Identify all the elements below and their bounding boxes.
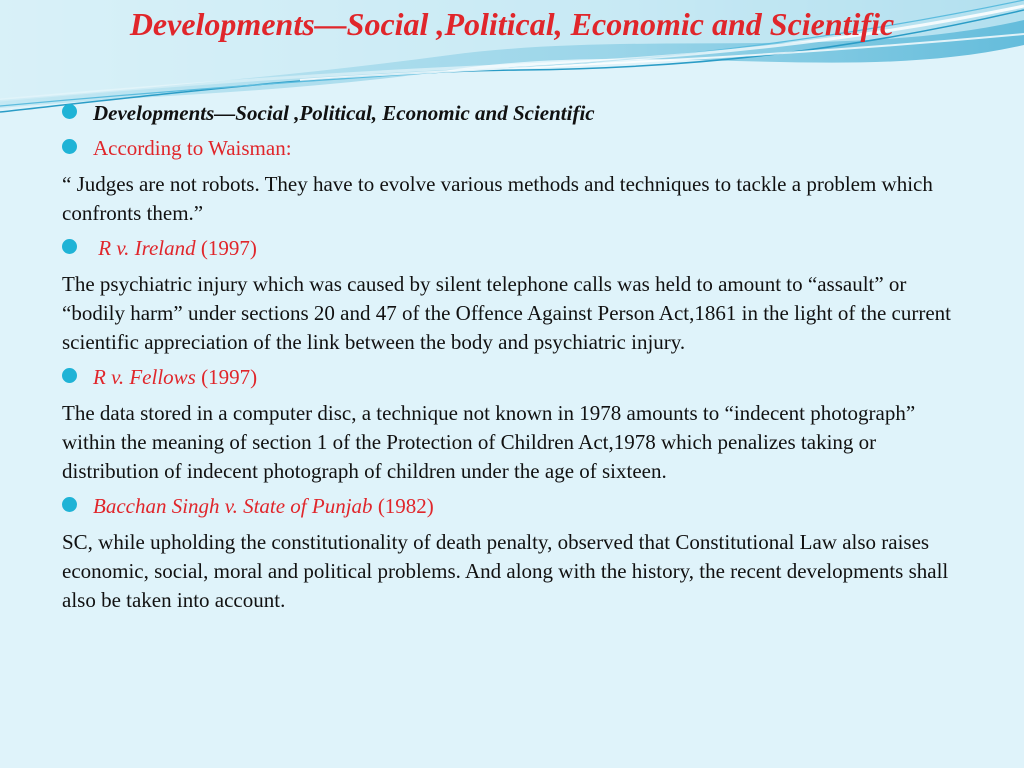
- waisman-quote: “ Judges are not robots. They have to evolve various methods and techniques to tackle a problem which confronts them.”: [62, 172, 933, 225]
- waisman-label: According to Waisman:: [93, 136, 292, 160]
- case-bacchan-name: Bacchan Singh v. State of Punjab: [93, 494, 373, 518]
- case-fellows-name: R v. Fellows: [93, 365, 196, 389]
- bullet-dot-icon: [62, 104, 77, 119]
- case-ireland-text: The psychiatric injury which was caused by silent telephone calls was held to amount to “assault” or “bodily harm” under sections 20 and 47 of the Offence Against Person Act,1861 in the light of the current scientific appreciation of the link between the body and psychiatric injury.: [62, 272, 951, 354]
- case-fellows-text: The data stored in a computer disc, a technique not known in 1978 amounts to “indecent photograph” within the meaning of section 1 of the Protection of Children Act,1978 which penalizes taking or distribution of indecent photograph of children under the age of sixteen.: [62, 401, 916, 483]
- slide-content: [62, 100, 972, 622]
- bullet-case-ireland: [93, 235, 972, 262]
- bullet-dot-icon: [62, 139, 77, 154]
- bullet-dot-icon: [62, 239, 77, 254]
- case-bacchan-text: SC, while upholding the constitutionality of death penalty, observed that Constitutional Law also raises economic, social, moral and political problems. And along with the history, the recent developments shall also be taken into account.: [62, 530, 949, 612]
- heading-text: Developments—Social ,Political, Economic and Scientific: [93, 101, 595, 125]
- bullet-dot-icon: [62, 368, 77, 383]
- bullet-case-bacchan: [93, 493, 972, 520]
- case-fellows-year: (1997): [195, 365, 258, 389]
- case-ireland-year: (1997): [195, 236, 257, 260]
- case-bacchan-year: (1982): [372, 494, 434, 518]
- bullet-case-fellows: [93, 364, 972, 391]
- bullet-waisman: [93, 135, 972, 162]
- bullet-heading: [93, 100, 972, 127]
- bullet-dot-icon: [62, 497, 77, 512]
- page-title: Developments—Social ,Political, Economic and Scientific: [129, 6, 895, 42]
- case-ireland-name: R v. Ireland: [98, 236, 196, 260]
